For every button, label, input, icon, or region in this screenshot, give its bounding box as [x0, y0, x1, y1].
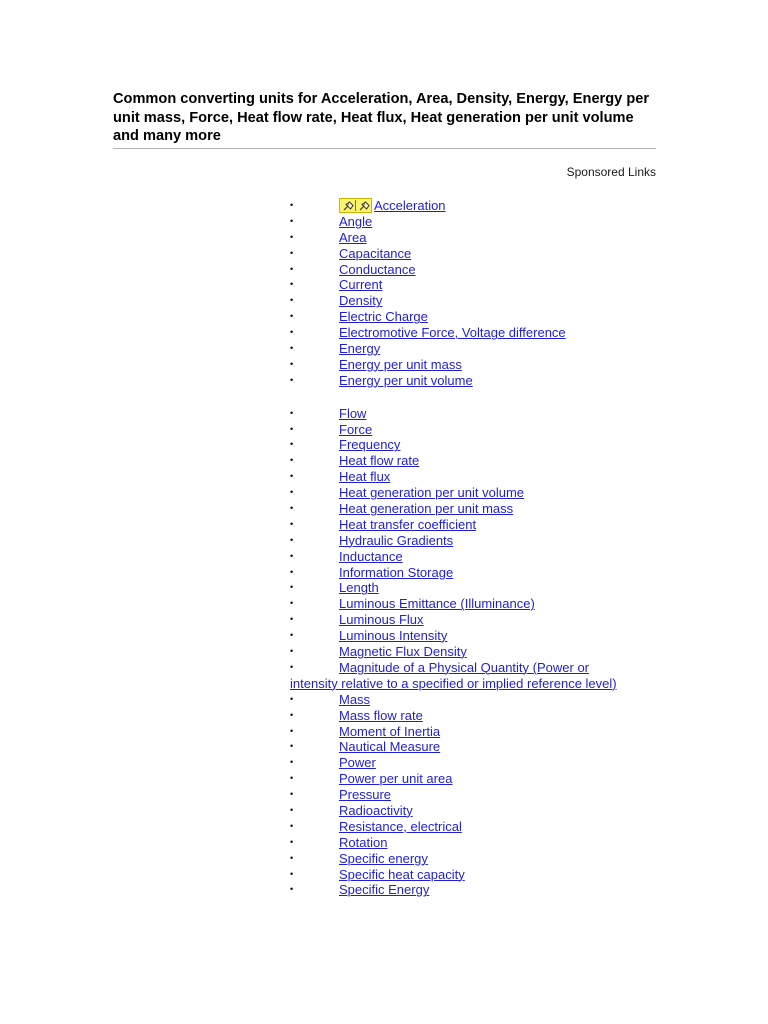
unit-link[interactable]: Force — [339, 421, 373, 437]
pushpin-icon[interactable] — [341, 200, 354, 211]
bullet-icon: • — [290, 820, 294, 831]
list-item — [290, 230, 670, 246]
bullet-icon: • — [290, 247, 294, 258]
bullet-icon: • — [290, 231, 294, 242]
unit-link[interactable]: Electromotive Force, Voltage difference — [339, 325, 566, 341]
list-item — [290, 533, 670, 549]
list-item — [290, 246, 670, 262]
bullet-icon: • — [290, 534, 294, 545]
list-item — [290, 309, 670, 325]
bullet-icon: • — [290, 295, 294, 306]
bullet-icon: • — [290, 327, 294, 338]
bullet-icon: • — [290, 279, 294, 290]
unit-link[interactable]: Frequency — [339, 437, 401, 453]
bullet-icon: • — [290, 804, 294, 815]
bullet-icon: • — [290, 789, 294, 800]
list-item — [290, 708, 670, 724]
unit-link-label: intensity relative to a specified or implied reference level) — [290, 675, 617, 691]
unit-link[interactable]: Pressure — [339, 787, 392, 803]
bullet-icon: • — [290, 693, 294, 704]
unit-link-label: Magnitude of a Physical Quantity (Power or — [339, 659, 590, 675]
list-item — [290, 819, 670, 835]
unit-link[interactable]: Current — [339, 277, 383, 293]
list-item — [290, 453, 670, 469]
list-item — [290, 406, 670, 422]
list-item — [290, 867, 670, 883]
unit-link[interactable]: Energy per unit volume — [339, 372, 473, 388]
unit-link[interactable]: Conductance — [339, 261, 416, 277]
list-item — [290, 325, 670, 341]
bullet-icon: • — [290, 661, 294, 672]
unit-link-acceleration[interactable]: Acceleration — [374, 198, 446, 213]
bullet-icon: • — [290, 439, 294, 450]
highlight-badge[interactable] — [339, 198, 372, 213]
bullet-icon: • — [290, 646, 294, 657]
unit-link[interactable]: Hydraulic Gradients — [339, 532, 454, 548]
badge-divider — [355, 200, 356, 211]
list-item — [290, 882, 670, 898]
unit-link[interactable]: Length — [339, 580, 379, 596]
unit-link[interactable]: Heat generation per unit mass — [339, 501, 514, 517]
unit-link[interactable]: Resistance, electrical — [339, 818, 462, 834]
unit-link[interactable]: Rotation — [339, 834, 388, 850]
unit-link[interactable]: Heat flow rate — [339, 453, 420, 469]
unit-link[interactable]: Capacitance — [339, 245, 412, 261]
unit-link[interactable]: Specific energy — [339, 850, 428, 866]
unit-link[interactable]: Luminous Emittance (Illuminance) — [339, 596, 535, 612]
title-divider — [113, 148, 656, 149]
bullet-icon: • — [290, 487, 294, 498]
units-list — [290, 198, 670, 898]
list-item — [290, 644, 670, 660]
unit-link[interactable]: Density — [339, 293, 383, 309]
unit-link[interactable]: Area — [339, 229, 367, 245]
bullet-icon: • — [290, 757, 294, 768]
unit-link[interactable]: Mass — [339, 691, 371, 707]
bullet-icon: • — [290, 407, 294, 418]
sponsored-links-label: Sponsored Links — [566, 165, 656, 179]
list-item — [290, 660, 670, 692]
list-item — [290, 373, 670, 389]
bullet-icon: • — [290, 503, 294, 514]
pushpin-icon[interactable] — [357, 200, 370, 211]
bullet-icon: • — [290, 836, 294, 847]
bullet-icon: • — [290, 884, 294, 895]
list-item — [290, 422, 670, 438]
list-item — [290, 469, 670, 485]
list-item — [290, 803, 670, 819]
acceleration-entry — [290, 198, 446, 214]
unit-link[interactable]: Luminous Intensity — [339, 628, 448, 644]
unit-link[interactable]: Mass flow rate — [339, 707, 423, 723]
bullet-icon: • — [290, 725, 294, 736]
bullet-icon: • — [290, 518, 294, 529]
list-item — [290, 612, 670, 628]
unit-link[interactable]: Electric Charge — [339, 309, 428, 325]
list-item — [290, 771, 670, 787]
unit-link[interactable]: Power per unit area — [339, 771, 453, 787]
list-item — [290, 357, 670, 373]
list-item — [290, 628, 670, 644]
bullet-icon: • — [290, 263, 294, 274]
bullet-icon: • — [290, 215, 294, 226]
list-item — [290, 437, 670, 453]
list-item — [290, 739, 670, 755]
unit-link[interactable]: Specific heat capacity — [339, 866, 465, 882]
list-item — [290, 724, 670, 740]
unit-link[interactable]: Moment of Inertia — [339, 723, 441, 739]
bullet-icon: • — [290, 741, 294, 752]
bullet-icon: • — [290, 455, 294, 466]
unit-link[interactable]: Energy per unit mass — [339, 356, 462, 372]
list-item — [290, 293, 670, 309]
unit-link[interactable]: Nautical Measure — [339, 739, 441, 755]
unit-link[interactable]: Specific Energy — [339, 882, 430, 898]
list-item — [290, 596, 670, 612]
bullet-icon: • — [290, 423, 294, 434]
unit-link[interactable]: Power — [339, 755, 376, 771]
list-item — [290, 565, 670, 581]
unit-link[interactable]: Energy — [339, 341, 381, 357]
list-item — [290, 485, 670, 501]
bullet-icon: • — [290, 358, 294, 369]
bullet-icon: • — [290, 709, 294, 720]
bullet-icon: • — [290, 343, 294, 354]
unit-link[interactable]: Heat transfer coefficient — [339, 516, 477, 532]
bullet-icon: • — [290, 471, 294, 482]
list-item — [290, 517, 670, 533]
list-item — [290, 692, 670, 708]
list-item — [290, 835, 670, 851]
bullet-icon: • — [290, 868, 294, 879]
list-item — [290, 277, 670, 293]
bullet-icon: • — [290, 582, 294, 593]
unit-link[interactable]: Luminous Flux — [339, 612, 424, 628]
bullet-icon: • — [290, 311, 294, 322]
list-item — [290, 214, 670, 230]
page-title: Common converting units for Acceleration, Area, Density, Energy, Energy per unit mass, Force, Heat flow rate, Heat flux, Heat generation per unit volume and many more — [113, 91, 650, 144]
bullet-icon: • — [290, 614, 294, 625]
unit-link[interactable]: Flow — [339, 405, 367, 421]
list-item — [290, 755, 670, 771]
unit-link[interactable]: Inductance — [339, 548, 403, 564]
bullet-icon: • — [290, 598, 294, 609]
list-item — [290, 787, 670, 803]
bullet-icon: • — [290, 550, 294, 561]
list-item — [290, 501, 670, 517]
list-item — [290, 549, 670, 565]
unit-link[interactable]: Angle — [339, 213, 373, 229]
bullet-icon: • — [290, 773, 294, 784]
bullet-icon: • — [290, 566, 294, 577]
list-item — [290, 262, 670, 278]
bullet-icon: • — [290, 374, 294, 385]
unit-link[interactable]: Information Storage — [339, 564, 454, 580]
unit-link[interactable]: Heat flux — [339, 469, 391, 485]
list-item — [290, 851, 670, 867]
list-item — [290, 580, 670, 596]
bullet-icon: • — [290, 200, 294, 210]
bullet-icon: • — [290, 630, 294, 641]
unit-link[interactable]: Radioactivity — [339, 802, 413, 818]
list-item — [290, 341, 670, 357]
unit-link[interactable]: Heat generation per unit volume — [339, 485, 525, 501]
bullet-icon: • — [290, 852, 294, 863]
unit-link-magnitude[interactable] — [290, 660, 670, 692]
list-item — [290, 198, 670, 214]
unit-link[interactable]: Magnetic Flux Density — [339, 644, 467, 660]
